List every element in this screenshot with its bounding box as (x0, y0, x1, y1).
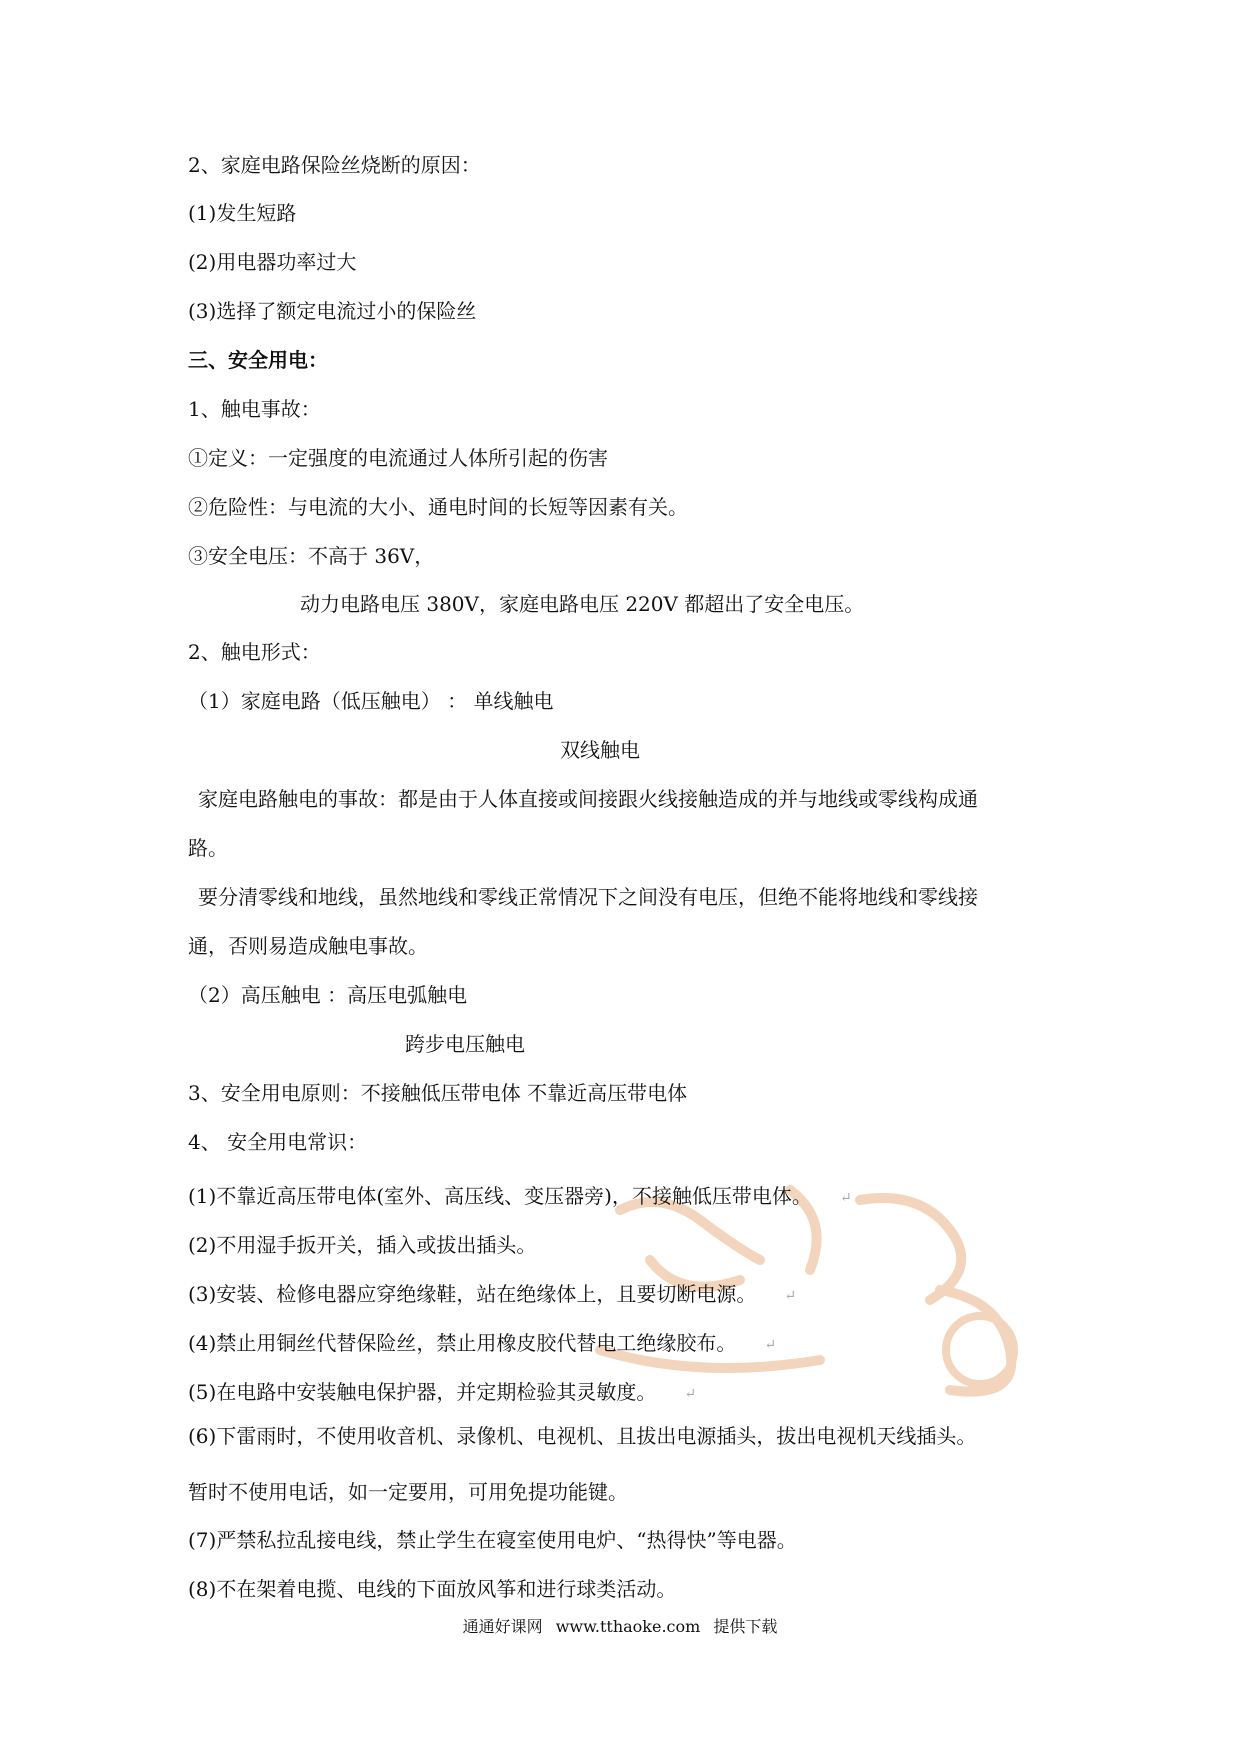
line-13: 双线触电 (560, 738, 640, 762)
line-24: (3)安装、检修电器应穿绝缘鞋，站在绝缘体上，且要切断电源。 ↵ (188, 1282, 797, 1306)
line-19: 跨步电压触电 (405, 1032, 525, 1056)
return-mark-icon: ↵ (839, 1189, 852, 1206)
section-heading: 三、安全用电： (188, 348, 328, 372)
line-8: ②危险性：与电流的大小、通电时间的长短等因素有关。 (188, 495, 688, 519)
line-12: （1）家庭电路（低压触电） ： 单线触电 (188, 689, 554, 713)
line-9: ③安全电压：不高于 36V， (188, 544, 435, 568)
line-7: ①定义：一定强度的电流通过人体所引起的伤害 (188, 446, 608, 470)
line-29: (7)严禁私拉乱接电线，禁止学生在寝室使用电炉、“热得快”等电器。 (188, 1528, 797, 1552)
line-28: 暂时不使用电话，如一定要用，可用免提功能键。 (188, 1480, 628, 1504)
line-23: (2)不用湿手扳开关，插入或拔出插头。 (188, 1233, 537, 1257)
line-3: (2)用电器功率过大 (188, 250, 357, 274)
line-2: (1)发生短路 (188, 201, 297, 225)
line-16: 要分清零线和地线，虽然地线和零线正常情况下之间没有电压，但绝不能将地线和零线接 (198, 885, 978, 909)
return-mark-icon: ↵ (784, 1287, 797, 1304)
line-27: (6)下雷雨时，不使用收音机、录像机、电视机、且拔出电源插头，拔出电视机天线插头。 (188, 1424, 977, 1448)
return-mark-icon: ↵ (684, 1385, 697, 1402)
line-26: (5)在电路中安装触电保护器，并定期检验其灵敏度。 ↵ (188, 1380, 697, 1404)
footer-suffix: 提供下载 (713, 1617, 778, 1636)
line-15: 路。 (188, 836, 228, 860)
page-footer (0, 1617, 1240, 1637)
line-6: 1、触电事故： (188, 397, 321, 421)
footer-site-name: 通通好课网 (462, 1617, 543, 1636)
line-25: (4)禁止用铜丝代替保险丝，禁止用橡皮胶代替电工绝缘胶布。 ↵ (188, 1331, 777, 1355)
line-14: 家庭电路触电的事故：都是由于人体直接或间接跟火线接触造成的并与地线或零线构成通 (198, 787, 978, 811)
line-4: (3)选择了额定电流过小的保险丝 (188, 299, 477, 323)
return-mark-icon: ↵ (764, 1336, 777, 1353)
line-11: 2、触电形式： (188, 640, 321, 664)
line-20: 3、安全用电原则：不接触低压带电体 不靠近高压带电体 (188, 1081, 688, 1105)
line-18: （2）高压触电 ：高压电弧触电 (188, 983, 468, 1007)
line-17: 通，否则易造成触电事故。 (188, 934, 428, 958)
line-1: 2、家庭电路保险丝烧断的原因： (188, 153, 481, 177)
footer-url[interactable]: www.tthaoke.com (555, 1617, 701, 1636)
line-22: (1)不靠近高压带电体(室外、高压线、变压器旁)，不接触低压带电体。 ↵ (188, 1184, 852, 1208)
line-10: 动力电路电压 380V，家庭电路电压 220V 都超出了安全电压。 (300, 592, 865, 616)
line-30: (8)不在架着电揽、电线的下面放风筝和进行球类活动。 (188, 1577, 677, 1601)
line-21: 4、 安全用电常识： (188, 1130, 368, 1154)
